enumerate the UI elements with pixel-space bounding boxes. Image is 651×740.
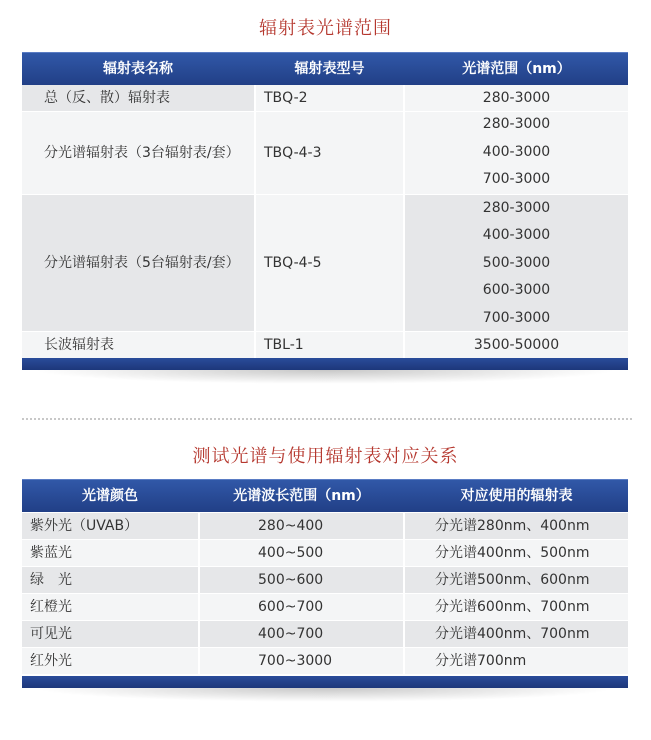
- table-footer-bar: [22, 676, 628, 688]
- table-row-model: TBQ-2: [256, 85, 403, 111]
- range-value: 3500-50000: [473, 337, 560, 353]
- table-row-color: 可见光: [22, 621, 198, 647]
- section1-title: 辐射表光谱范围: [259, 18, 392, 39]
- table-row-meter: 分光谱500nm、600nm: [405, 567, 628, 593]
- spectrum-meter-table: [22, 479, 628, 709]
- table-row-color: 绿 光: [22, 567, 198, 593]
- table-row-model: TBQ-4-3: [256, 112, 403, 194]
- section2-title: 测试光谱与使用辐射表对应关系: [192, 446, 459, 467]
- table-header: [22, 52, 628, 85]
- table-row-model: TBQ-4-5: [256, 195, 403, 331]
- header-meter-used: 对应使用的辐射表: [460, 488, 573, 504]
- range-value: 280-3000: [482, 200, 551, 216]
- table-row-color: 紫蓝光: [22, 540, 198, 566]
- table-row-meter: 分光谱600nm、700nm: [405, 594, 628, 620]
- header-spectrum-color: 光谱颜色: [82, 488, 138, 504]
- table-row-range: [405, 112, 628, 194]
- header-meter-name: 辐射表名称: [103, 61, 173, 77]
- spectral-range-table: [22, 52, 628, 392]
- table-row-wavelength: 700~3000: [200, 648, 403, 674]
- table-row-meter: 分光谱400nm、700nm: [405, 621, 628, 647]
- table-row-model: TBL-1: [256, 332, 403, 358]
- table-row-wavelength: 600~700: [200, 594, 403, 620]
- table-footer-bar: [22, 358, 628, 370]
- table-row-wavelength: 400~500: [200, 540, 403, 566]
- range-value: 700-3000: [482, 310, 551, 326]
- range-value: 600-3000: [482, 282, 551, 298]
- header-wavelength-range: 光谱波长范围（nm）: [233, 488, 370, 504]
- table-row-wavelength: 400~700: [200, 621, 403, 647]
- table-shadow: [32, 370, 618, 384]
- table-row-meter: 分光谱400nm、500nm: [405, 540, 628, 566]
- table-row-name: 总（反、散）辐射表: [22, 85, 254, 111]
- header-spectral-range: 光谱范围（nm）: [462, 61, 571, 77]
- table-row-name: 分光谱辐射表（3台辐射表/套）: [22, 112, 254, 194]
- table-row-range: [405, 332, 628, 358]
- table-row-name: 长波辐射表: [22, 332, 254, 358]
- table-row-range: [405, 85, 628, 111]
- table-row-name: 分光谱辐射表（5台辐射表/套）: [22, 195, 254, 331]
- range-value: 400-3000: [482, 144, 551, 160]
- range-value: 500-3000: [482, 255, 551, 271]
- range-value: 280-3000: [482, 90, 551, 106]
- table-row-color: 紫外光（UVAB）: [22, 513, 198, 539]
- table-row-wavelength: 500~600: [200, 567, 403, 593]
- table-header: [22, 479, 628, 512]
- range-value: 400-3000: [482, 227, 551, 243]
- table-row-wavelength: 280~400: [200, 513, 403, 539]
- table-row-meter: 分光谱280nm、400nm: [405, 513, 628, 539]
- range-value: 700-3000: [482, 171, 551, 187]
- range-value: 280-3000: [482, 116, 551, 132]
- section-divider: [22, 418, 632, 420]
- table-row-color: 红外光: [22, 648, 198, 674]
- table-row-range: [405, 195, 628, 331]
- table-row-meter: 分光谱700nm: [405, 648, 628, 674]
- table-shadow: [32, 688, 618, 702]
- header-meter-model: 辐射表型号: [294, 61, 365, 77]
- table-row-color: 红橙光: [22, 594, 198, 620]
